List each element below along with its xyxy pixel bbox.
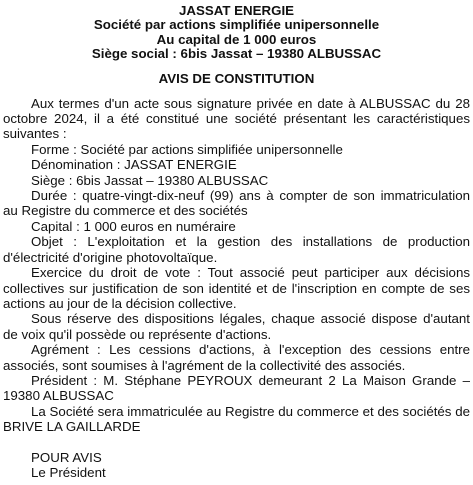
notice-closing xyxy=(3,450,470,481)
paragraph-approval: Agrément : Les cessions d'actions, à l'exception des cessions entre associés, sont soumises à l'agrément de la collectivité des associés. xyxy=(3,342,470,373)
paragraph-duration: Durée : quatre-vingt-dix-neuf (99) ans à compter de son immatriculation au Registre du commerce et des sociétés xyxy=(3,188,470,219)
paragraph-capital: Capital : 1 000 euros en numéraire xyxy=(31,218,236,234)
notice-header xyxy=(3,4,470,62)
paragraph-president: Président : M. Stéphane PEYROUX demeurant 2 La Maison Grande – 19380 ALBUSSAC xyxy=(3,372,470,404)
paragraph-registration: La Société sera immatriculée au Registre du commerce et des sociétés de BRIVE LA GAILLARDE xyxy=(3,403,470,435)
share-capital: Au capital de 1 000 euros xyxy=(156,31,317,47)
notice-title: AVIS DE CONSTITUTION xyxy=(158,70,315,86)
paragraph-form: Forme : Société par actions simplifiée unipersonnelle xyxy=(31,141,343,157)
paragraph-seat: Siège : 6bis Jassat – 19380 ALBUSSAC xyxy=(31,172,269,188)
notice-body xyxy=(3,96,470,435)
registered-office: Siège social : 6bis Jassat – 19380 ALBUSSAC xyxy=(91,46,382,62)
closing-signatory: Le Président xyxy=(31,464,106,480)
closing-pour-avis: POUR AVIS xyxy=(31,449,102,465)
paragraph-intro: Aux termes d'un acte sous signature privée en date à ALBUSSAC du 28 octobre 2024, il a été constitué une société présentant les caractéristiques suivantes : xyxy=(3,95,470,142)
legal-form: Société par actions simplifiée unipersonnelle xyxy=(93,17,380,33)
paragraph-denomination: Dénomination : JASSAT ENERGIE xyxy=(31,157,237,173)
paragraph-purpose: Objet : L'exploitation et la gestion des installations de production d'électricité d'origine photovoltaïque. xyxy=(3,234,470,265)
paragraph-voting-rights: Exercice du droit de vote : Tout associé peut participer aux décisions collectives sur justification de son identité et de l'inscription en compte de ses actions au jour de la décision collective. xyxy=(3,265,470,311)
paragraph-votes: Sous réserve des dispositions légales, chaque associé dispose d'autant de voix qu'il possède ou représente d'actions. xyxy=(3,311,470,342)
company-name: JASSAT ENERGIE xyxy=(178,3,295,18)
